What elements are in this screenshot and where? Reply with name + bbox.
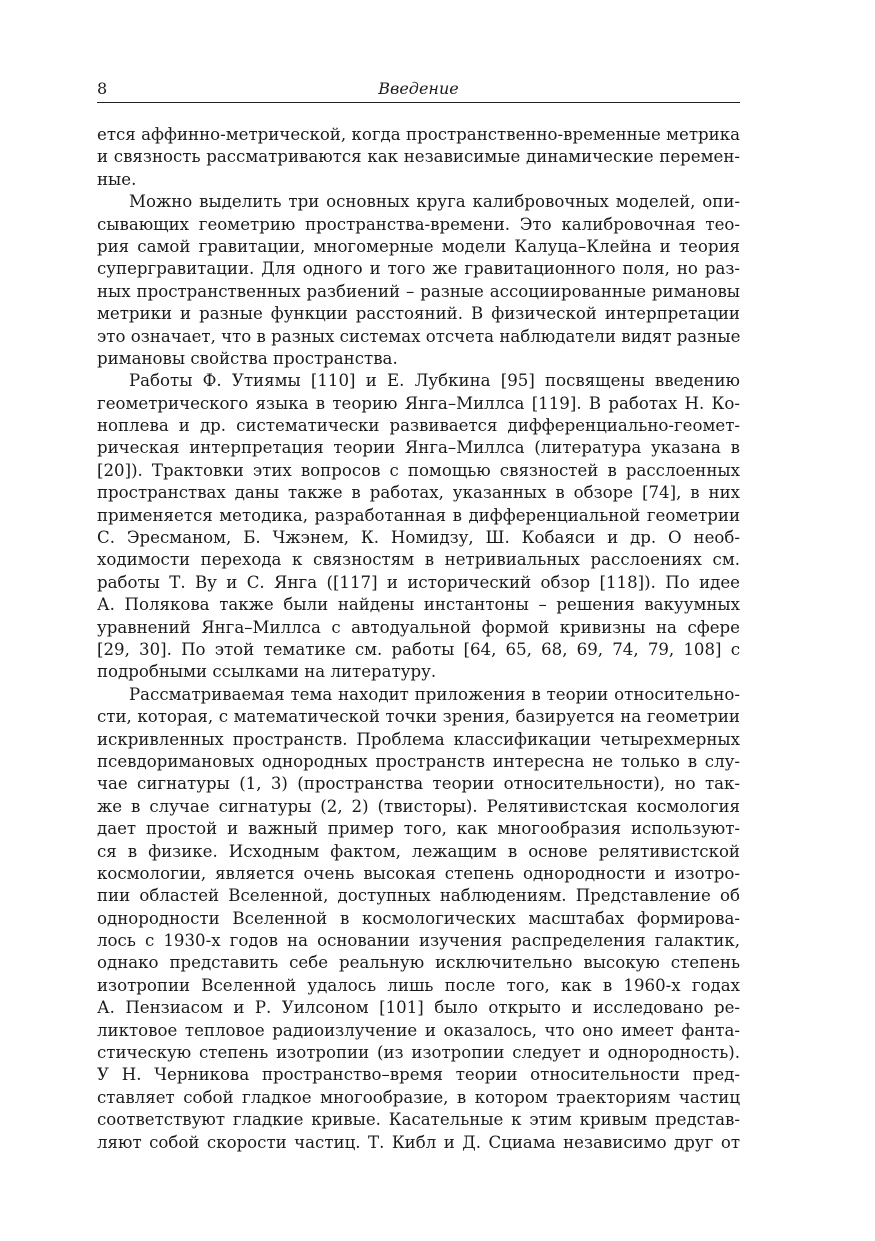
text-line: У Н. Черникова пространство–время теории относительности пред- xyxy=(97,1065,740,1085)
text-line: пространствах даны также в работах, указанных в обзоре [74], в них xyxy=(97,483,740,503)
text-line: Можно выделить три основных круга калибровочных моделей, опи- xyxy=(129,192,740,212)
text-line: рическая интерпретация теории Янга–Миллса (литература указана в xyxy=(97,438,740,458)
body-text xyxy=(97,124,740,1154)
text-line: и связность рассматриваются как независимые динамические перемен- xyxy=(97,147,740,167)
text-line: однако представить себе реальную исключительно высокую степень xyxy=(97,953,740,973)
text-line: Работы Ф. Утиямы [110] и Е. Лубкина [95] посвящены введению xyxy=(129,371,740,391)
text-line: А. Пензиасом и Р. Уилсоном [101] было открыто и исследовано ре- xyxy=(97,998,740,1018)
page-number: 8 xyxy=(97,79,108,98)
text-line: метрики и разные функции расстояний. В физической интерпретации xyxy=(97,304,740,324)
text-line: ходимости перехода к связностям в нетривиальных расслоениях см. xyxy=(97,550,740,570)
text-line: пии областей Вселенной, доступных наблюдениям. Представление об xyxy=(97,886,740,906)
text-line: С. Эресманом, Б. Чжэнем, К. Номидзу, Ш. Кобаяси и др. О необ- xyxy=(97,528,740,548)
text-line: римановы свойства пространства. xyxy=(97,348,398,368)
text-line: соответствуют гладкие кривые. Касательные к этим кривым представ- xyxy=(97,1110,740,1130)
text-line: лось с 1930-х годов на основании изучения распределения галактик, xyxy=(97,931,740,951)
text-line: ется аффинно-метрической, когда пространственно-временные метрика xyxy=(97,125,740,144)
paragraph xyxy=(97,124,740,191)
text-line: псевдоримановых однородных пространств интересна не только в слу- xyxy=(97,751,740,771)
text-line: дает простой и важный пример того, как многообразия используют- xyxy=(97,819,740,839)
text-line: стическую степень изотропии (из изотропии следует и однородность). xyxy=(97,1043,740,1063)
text-line: рия самой гравитации, многомерные модели Калуца–Клейна и теория xyxy=(97,236,740,256)
text-line: А. Полякова также были найдены инстантоны – решения вакуумных xyxy=(97,595,740,615)
text-line: уравнений Янга–Миллса с автодуальной формой кривизны на сфере xyxy=(97,617,740,637)
text-line: применяется методика, разработанная в дифференциальной геометрии xyxy=(97,505,740,525)
text-line: чае сигнатуры (1, 3) (пространства теории относительности), но так- xyxy=(97,774,740,794)
text-line: сти, которая, с математической точки зрения, базируется на геометрии xyxy=(97,707,740,727)
text-line: же в случае сигнатуры (2, 2) (твисторы). Релятивистская космология xyxy=(97,796,740,816)
paragraph xyxy=(97,684,740,1154)
text-line: [29, 30]. По этой тематике см. работы [64, 65, 68, 69, 74, 79, 108] с xyxy=(97,639,740,659)
text-line: ставляет собой гладкое многообразие, в котором траекториям частиц xyxy=(97,1087,740,1107)
text-line: ных пространственных разбиений – разные ассоциированные римановы xyxy=(97,281,740,301)
text-line: ся в физике. Исходным фактом, лежащим в основе релятивистской xyxy=(97,841,740,861)
running-title: Введение xyxy=(378,79,459,98)
text-line: Рассматриваемая тема находит приложения в теории относительно- xyxy=(129,684,740,704)
text-line: подробными ссылками на литературу. xyxy=(97,662,437,682)
text-line: супергравитации. Для одного и того же гравитационного поля, но раз- xyxy=(97,259,740,279)
page-header xyxy=(97,78,740,103)
paragraph xyxy=(97,370,740,683)
text-line: однородности Вселенной в космологических масштабах формирова- xyxy=(97,908,740,928)
paragraph xyxy=(97,191,740,370)
text-line: ные. xyxy=(97,169,137,189)
text-line: ляют собой скорости частиц. Т. Кибл и Д. Сциама независимо друг от xyxy=(97,1132,740,1152)
text-line: работы Т. Ву и С. Янга ([117] и исторический обзор [118]). По идее xyxy=(97,572,740,592)
text-line: [20]). Трактовки этих вопросов с помощью связностей в расслоенных xyxy=(97,460,740,480)
text-line: геометрического языка в теорию Янга–Миллса [119]. В работах Н. Ко- xyxy=(97,393,740,413)
text-line: изотропии Вселенной удалось лишь после того, как в 1960-х годах xyxy=(97,975,740,995)
text-line: это означает, что в разных системах отсчета наблюдатели видят разные xyxy=(97,326,740,346)
text-line: ноплева и др. систематически развивается дифференциально-геомет- xyxy=(97,416,740,436)
text-line: сывающих геометрию пространства-времени. Это калибровочная тео- xyxy=(97,214,740,234)
text-line: искривленных пространств. Проблема классификации четырехмерных xyxy=(97,729,740,749)
text-line: космологии, является очень высокая степень однородности и изотро- xyxy=(97,863,740,883)
text-line: ликтовое тепловое радиоизлучение и оказалось, что оно имеет фанта- xyxy=(97,1020,740,1040)
